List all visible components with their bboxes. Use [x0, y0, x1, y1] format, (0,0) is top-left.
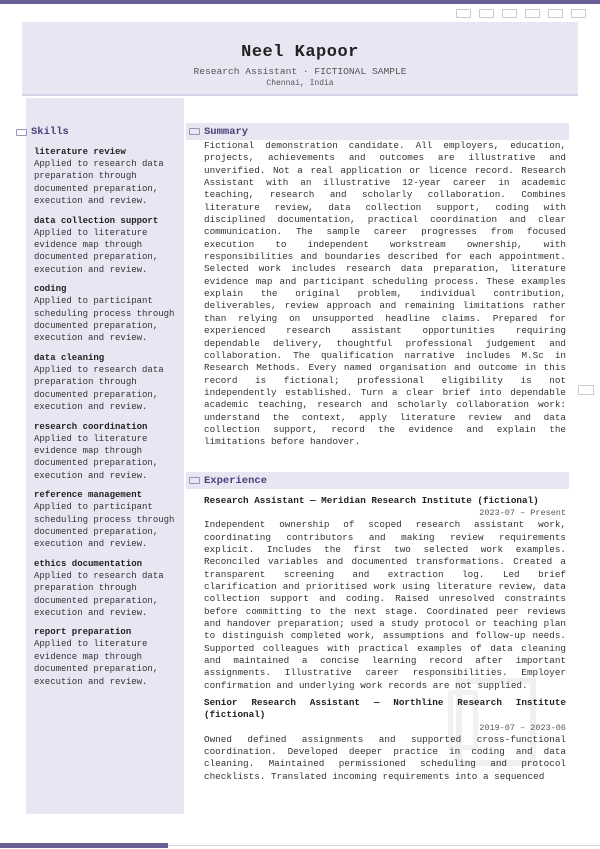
section-icon	[16, 129, 27, 136]
skill-name: data cleaning	[34, 352, 105, 363]
skill-desc: Applied to literature evidence map through documented preparation, execution and review.	[34, 433, 159, 481]
job-entry	[204, 697, 566, 783]
skills-list	[34, 146, 182, 695]
skill-desc: Applied to research data preparation through documented preparation, execution and review.	[34, 159, 164, 207]
skill-item	[34, 215, 182, 277]
skill-name: ethics documentation	[34, 558, 143, 569]
candidate-location: Chennai, India	[266, 79, 334, 88]
top-accent-bar	[0, 0, 600, 4]
skill-name: reference management	[34, 490, 143, 501]
skill-item	[34, 421, 182, 483]
skill-name: coding	[34, 284, 67, 295]
skill-desc: Applied to literature evidence map through documented preparation, execution and review.	[34, 639, 159, 687]
summary-text: Fictional demonstration candidate. All employers, education, projects, achievements and outcomes are illustrative and unverified. Not a real application or licence record. Research Assistant with an illustrative 12-year career in academic teaching, research and scholarly collaboration. Combines literature review, data collection support, coding with disciplined documentation, practical coordination and clear communication. The sample career progresses from focused execution to independent workstream ownership, with responsibilities and boundaries described for each appointment. Selected work includes research data preparation, literature evidence map and participant scheduling process. These examples explain the original problem, individual contribution, deliverables, review approach and remaining limitations rather than relying on unsupported headline claims. Prepared for experienced research assistant opportunities requiring dependable delivery, thoughtful professional judgement and collaboration. The qualification narrative includes M.Sc in Research Methods. Every named organisation and outcome in this record is fictional; professional eligibility is not independently established. Turn a clear brief into dependable academic teaching, research and scholarly collaboration work: understand the context, apply literature review and data collection support, record the evidence and explain the limitations before handover.	[204, 140, 566, 448]
job-description: Independent ownership of scoped research assistant work, coordinating contributors and making review requirements explicit. Includes the first two selected work examples. Reconciled variables and documented transformations. Created a transparent screening and extraction log. Led brief clarification and prioritised work using literature review, data collection support and coding. Raised unresolved constraints before committing to the next stage. Coordinated peer reviews and handover preparation; used a study protocol or teaching plan to distinguish completed work, assumptions and follow-up needs. Supported colleagues with practical examples of data cleaning and maintained a concise learning record after important assignments. Illustrative career responsibilities. Employer confirmation and underlying work records are not supplied.	[204, 519, 566, 691]
skill-item	[34, 283, 182, 345]
candidate-name: Neel Kapoor	[241, 43, 359, 62]
link-icon[interactable]	[456, 9, 471, 18]
bottom-rule	[168, 845, 600, 846]
skill-desc: Applied to participant scheduling process through documented preparation, execution and review.	[34, 296, 175, 344]
candidate-role: Research Assistant · FICTIONAL SAMPLE	[193, 66, 407, 77]
skills-heading: Skills	[16, 124, 178, 140]
skill-item	[34, 352, 182, 414]
experience-list	[204, 495, 566, 783]
job-entry	[204, 495, 566, 692]
skill-desc: Applied to literature evidence map through documented preparation, execution and review.	[34, 227, 159, 275]
skill-desc: Applied to participant scheduling process through documented preparation, execution and review.	[34, 502, 175, 550]
link-icon[interactable]	[502, 9, 517, 18]
experience-heading: Experience	[186, 472, 569, 489]
link-icon[interactable]	[548, 9, 563, 18]
link-icon[interactable]	[525, 9, 540, 18]
link-icon[interactable]	[571, 9, 586, 18]
skill-item	[34, 626, 182, 688]
job-description: Owned defined assignments and supported cross-functional coordination. Developed deeper practice in coding and data cleaning. Maintained permissioned scheduling and protocol checklists. Translated incoming requirements into a sequenced	[204, 733, 566, 782]
skill-name: data collection support	[34, 215, 159, 226]
skill-item	[34, 146, 182, 208]
job-title: Senior Research Assistant — Northline Research Institute (fictional)	[204, 697, 566, 721]
link-icon[interactable]	[479, 9, 494, 18]
skill-item	[34, 489, 182, 551]
skill-name: literature review	[34, 147, 126, 157]
resume-header	[22, 22, 578, 96]
section-icon	[189, 128, 200, 135]
skill-desc: Applied to research data preparation through documented preparation, execution and review.	[34, 570, 164, 618]
job-dates: 2023-07 – Present	[479, 508, 566, 519]
job-dates: 2019-07 – 2023-06	[479, 722, 566, 733]
section-icon	[189, 477, 200, 484]
skill-item	[34, 558, 182, 620]
skill-name: research coordination	[34, 421, 148, 432]
skill-desc: Applied to research data preparation through documented preparation, execution and review.	[34, 364, 164, 413]
top-links	[456, 9, 586, 18]
job-title: Research Assistant — Meridian Research Institute (fictional)	[204, 495, 539, 506]
summary-heading: Summary	[186, 123, 569, 140]
page-marker-icon	[578, 385, 594, 395]
skill-name: report preparation	[34, 627, 132, 638]
bottom-accent-bar	[0, 843, 168, 848]
